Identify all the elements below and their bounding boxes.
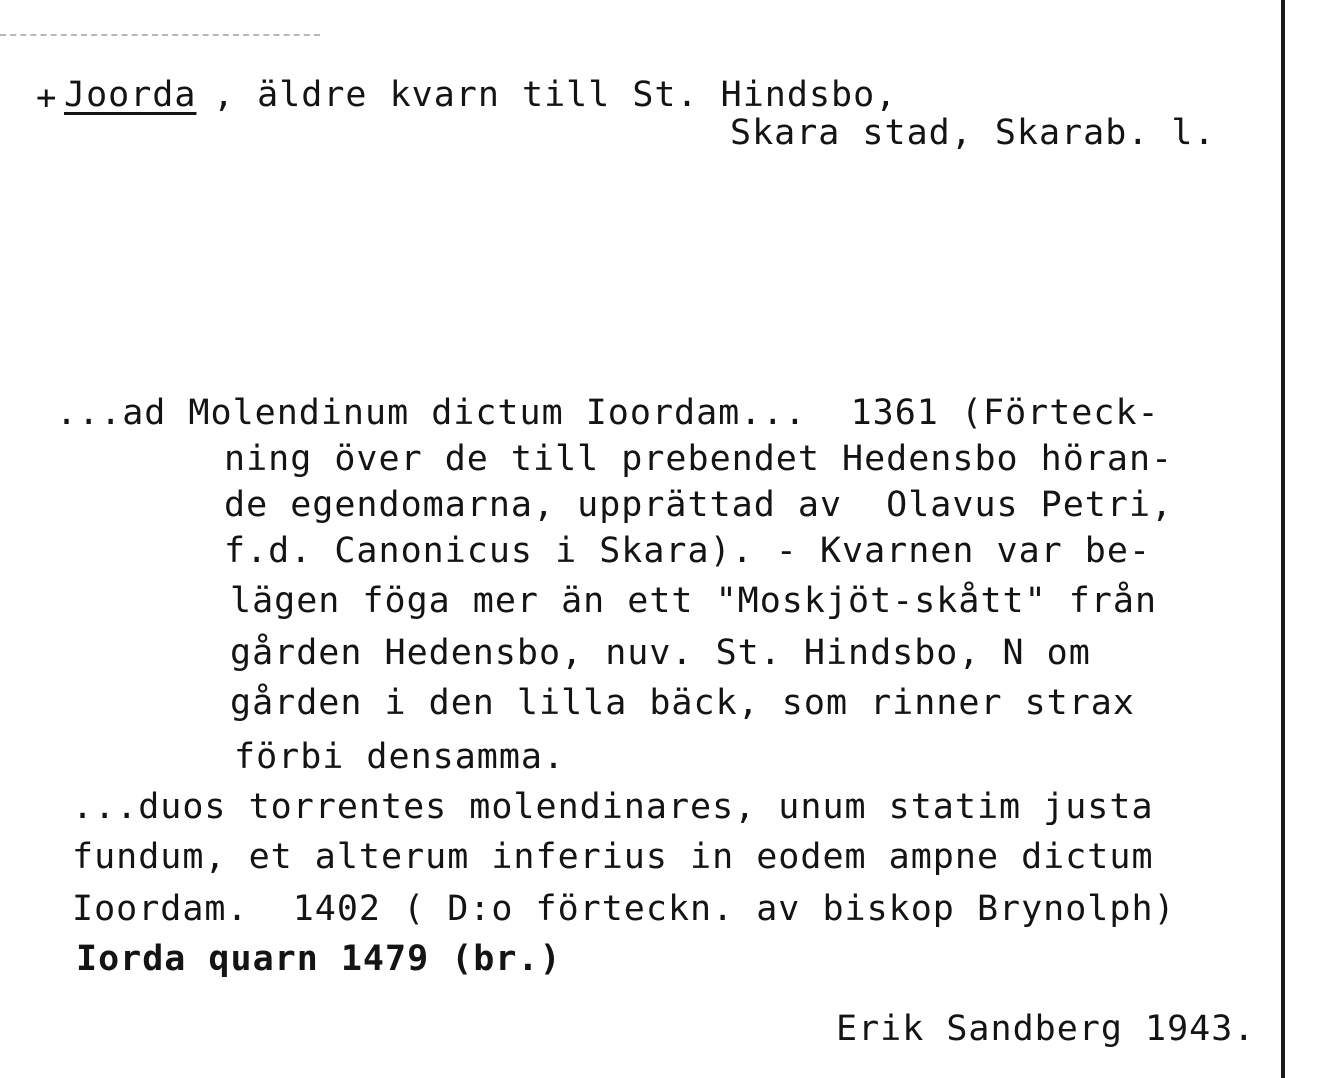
header-line-2: Skara stad, Skarab. l. xyxy=(730,113,1216,153)
para1-line-4: f.d. Canonicus i Skara). - Kvarnen var be- xyxy=(224,531,1152,571)
headword: Joorda xyxy=(64,75,197,115)
header-line-1-rest: , äldre kvarn till St. Hindsbo, xyxy=(213,75,898,115)
card-right-edge xyxy=(1281,0,1285,1078)
para1-line-1: ...ad Molendinum dictum Ioordam... 1361 (Förteck- xyxy=(56,393,1160,433)
card-top-edge xyxy=(0,34,320,37)
para1-line-5: lägen föga mer än ett "Moskjöt-skått" från xyxy=(230,581,1158,621)
para2-line-2: fundum, et alterum inferius in eodem ampne dictum xyxy=(72,837,1154,877)
para1-line-3: de egendomarna, upprättad av Olavus Petri, xyxy=(224,485,1174,525)
para1-line-7: gården i den lilla bäck, som rinner strax xyxy=(230,683,1135,723)
para1-line-6: gården Hedensbo, nuv. St. Hindsbo, N om xyxy=(230,633,1091,673)
para1-line-8: förbi densamma. xyxy=(234,737,566,777)
para2-line-3: Ioordam. 1402 ( D:o förteckn. av biskop Brynolph) xyxy=(72,889,1176,929)
para2-line-1: ...duos torrentes molendinares, unum statim justa xyxy=(72,787,1154,827)
para1-line-2: ning över de till prebendet Hedensbo höran- xyxy=(224,439,1174,479)
signature: Erik Sandberg 1943. xyxy=(836,1009,1256,1049)
cross-mark: + xyxy=(36,78,58,118)
bold-line: Iorda quarn 1479 (br.) xyxy=(76,939,562,979)
